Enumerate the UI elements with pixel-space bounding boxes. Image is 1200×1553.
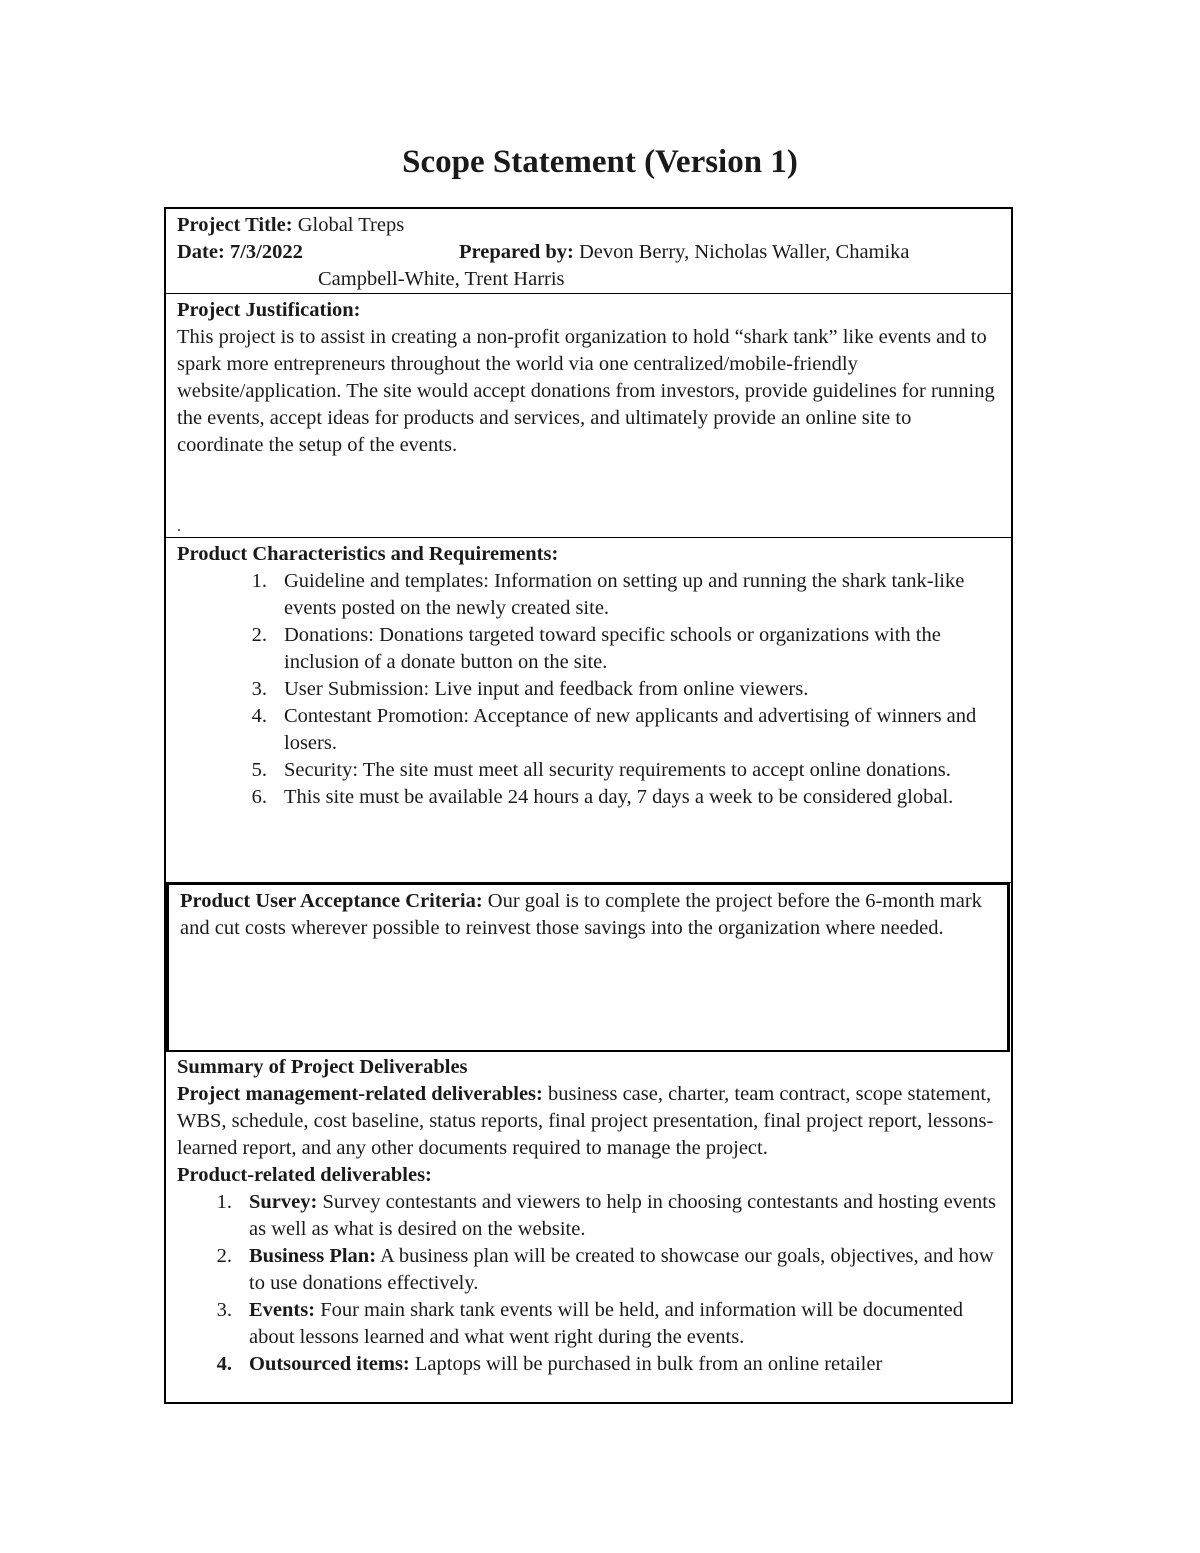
list-item-text: This site must be available 24 hours a day, 7 days a week to be considered global. bbox=[284, 786, 954, 808]
date-field bbox=[177, 239, 459, 266]
deliverables-heading: Summary of Project Deliverables bbox=[177, 1056, 468, 1078]
acceptance-heading: Product User Acceptance Criteria: bbox=[180, 890, 483, 912]
list-item bbox=[177, 1189, 1001, 1243]
list-item bbox=[177, 784, 1001, 811]
list-item-number: 1. bbox=[216, 1191, 232, 1213]
list-item-number: 3. bbox=[216, 1299, 232, 1321]
list-item-text: Security: The site must meet all security requirements to accept online donations. bbox=[284, 759, 951, 781]
list-item-text: Guideline and templates: Information on setting up and running the shark tank-like events posted on the newly created site. bbox=[284, 570, 965, 619]
list-item-text: Donations: Donations targeted toward specific schools or organizations with the inclusion of a donate button on the site. bbox=[284, 624, 941, 673]
project-title-row bbox=[177, 212, 1001, 239]
pm-deliverables-label: Project management-related deliverables: bbox=[177, 1083, 543, 1105]
list-item bbox=[177, 568, 1001, 622]
prepared-by-field bbox=[459, 239, 910, 266]
list-item-text: Survey contestants and viewers to help in choosing contestants and hosting events as well as what is desired on the website. bbox=[249, 1191, 996, 1240]
date-label: Date: bbox=[177, 241, 225, 263]
project-justification-cell bbox=[166, 294, 1011, 538]
justification-heading: Project Justification: bbox=[177, 299, 361, 321]
list-item-number: 4. bbox=[251, 705, 267, 727]
list-item bbox=[177, 703, 1001, 757]
list-item bbox=[177, 622, 1001, 676]
list-item-label: Events: bbox=[249, 1299, 316, 1321]
deliverables-cell bbox=[166, 1052, 1011, 1402]
product-deliverables-list bbox=[177, 1189, 1001, 1378]
pm-deliverables-text: business case, charter, team contract, scope statement, WBS, schedule, cost baseline, status reports, final project presentation, final project report, lessons-learned report, and any other documents required to manage the project. bbox=[177, 1083, 994, 1159]
list-item-text: A business plan will be created to showcase our goals, objectives, and how to use donations effectively. bbox=[249, 1245, 994, 1294]
list-item-label: Survey: bbox=[249, 1191, 318, 1213]
list-item-number: 3. bbox=[251, 678, 267, 700]
project-title-value: Global Treps bbox=[297, 214, 405, 236]
scope-statement-table bbox=[164, 207, 1013, 1404]
list-item-text: Contestant Promotion: Acceptance of new applicants and advertising of winners and losers. bbox=[284, 705, 977, 754]
acceptance-text: Our goal is to complete the project before the 6-month mark and cut costs wherever possible to reinvest those savings into the organization where needed. bbox=[180, 890, 982, 939]
list-item bbox=[177, 757, 1001, 784]
acceptance-criteria-cell bbox=[166, 883, 1010, 1052]
justification-text: This project is to assist in creating a non-profit organization to hold “shark tank” like events and to spark more entrepreneurs throughout the world via one centralized/mobile-friendly website/application. The site would accept donations from investors, provide guidelines for running the events, accept ideas for products and services, and ultimately provide an online site to coordinate the setup of the events. bbox=[177, 326, 995, 456]
date-value: 7/3/2022 bbox=[229, 241, 303, 263]
list-item-text: Laptops will be purchased in bulk from an online retailer bbox=[414, 1353, 883, 1375]
requirements-list bbox=[177, 568, 1001, 811]
list-item-number: 5. bbox=[251, 759, 267, 781]
prepared-by-continuation: Campbell-White, Trent Harris bbox=[318, 268, 565, 290]
list-item bbox=[177, 1297, 1001, 1351]
list-item bbox=[177, 676, 1001, 703]
list-item-number: 6. bbox=[251, 786, 267, 808]
list-item-label: Business Plan: bbox=[249, 1245, 377, 1267]
project-title-label: Project Title: bbox=[177, 214, 293, 236]
list-item-number: 1. bbox=[251, 570, 267, 592]
list-item-number: 2. bbox=[216, 1245, 232, 1267]
justification-trailing-mark: . bbox=[177, 518, 181, 535]
pm-deliverables bbox=[177, 1081, 1001, 1162]
date-prepared-row bbox=[177, 239, 1001, 266]
list-item-number: 4. bbox=[216, 1353, 232, 1375]
document-title: Scope Statement (Version 1) bbox=[402, 144, 798, 180]
project-info-cell bbox=[166, 209, 1011, 294]
list-item-label: Outsourced items: bbox=[249, 1353, 410, 1375]
list-item-text: Four main shark tank events will be held, and information will be documented about lessons learned and what went right during the events. bbox=[249, 1299, 963, 1348]
prepared-by-label: Prepared by: bbox=[459, 241, 574, 263]
requirements-cell bbox=[166, 538, 1011, 883]
list-item-number: 2. bbox=[251, 624, 267, 646]
list-item-text: User Submission: Live input and feedback from online viewers. bbox=[284, 678, 809, 700]
prepared-by-value: Devon Berry, Nicholas Waller, Chamika bbox=[578, 241, 910, 263]
list-item bbox=[177, 1351, 1001, 1378]
requirements-heading: Product Characteristics and Requirements: bbox=[177, 543, 559, 565]
list-item bbox=[177, 1243, 1001, 1297]
product-deliverables-label: Product-related deliverables: bbox=[177, 1164, 432, 1186]
